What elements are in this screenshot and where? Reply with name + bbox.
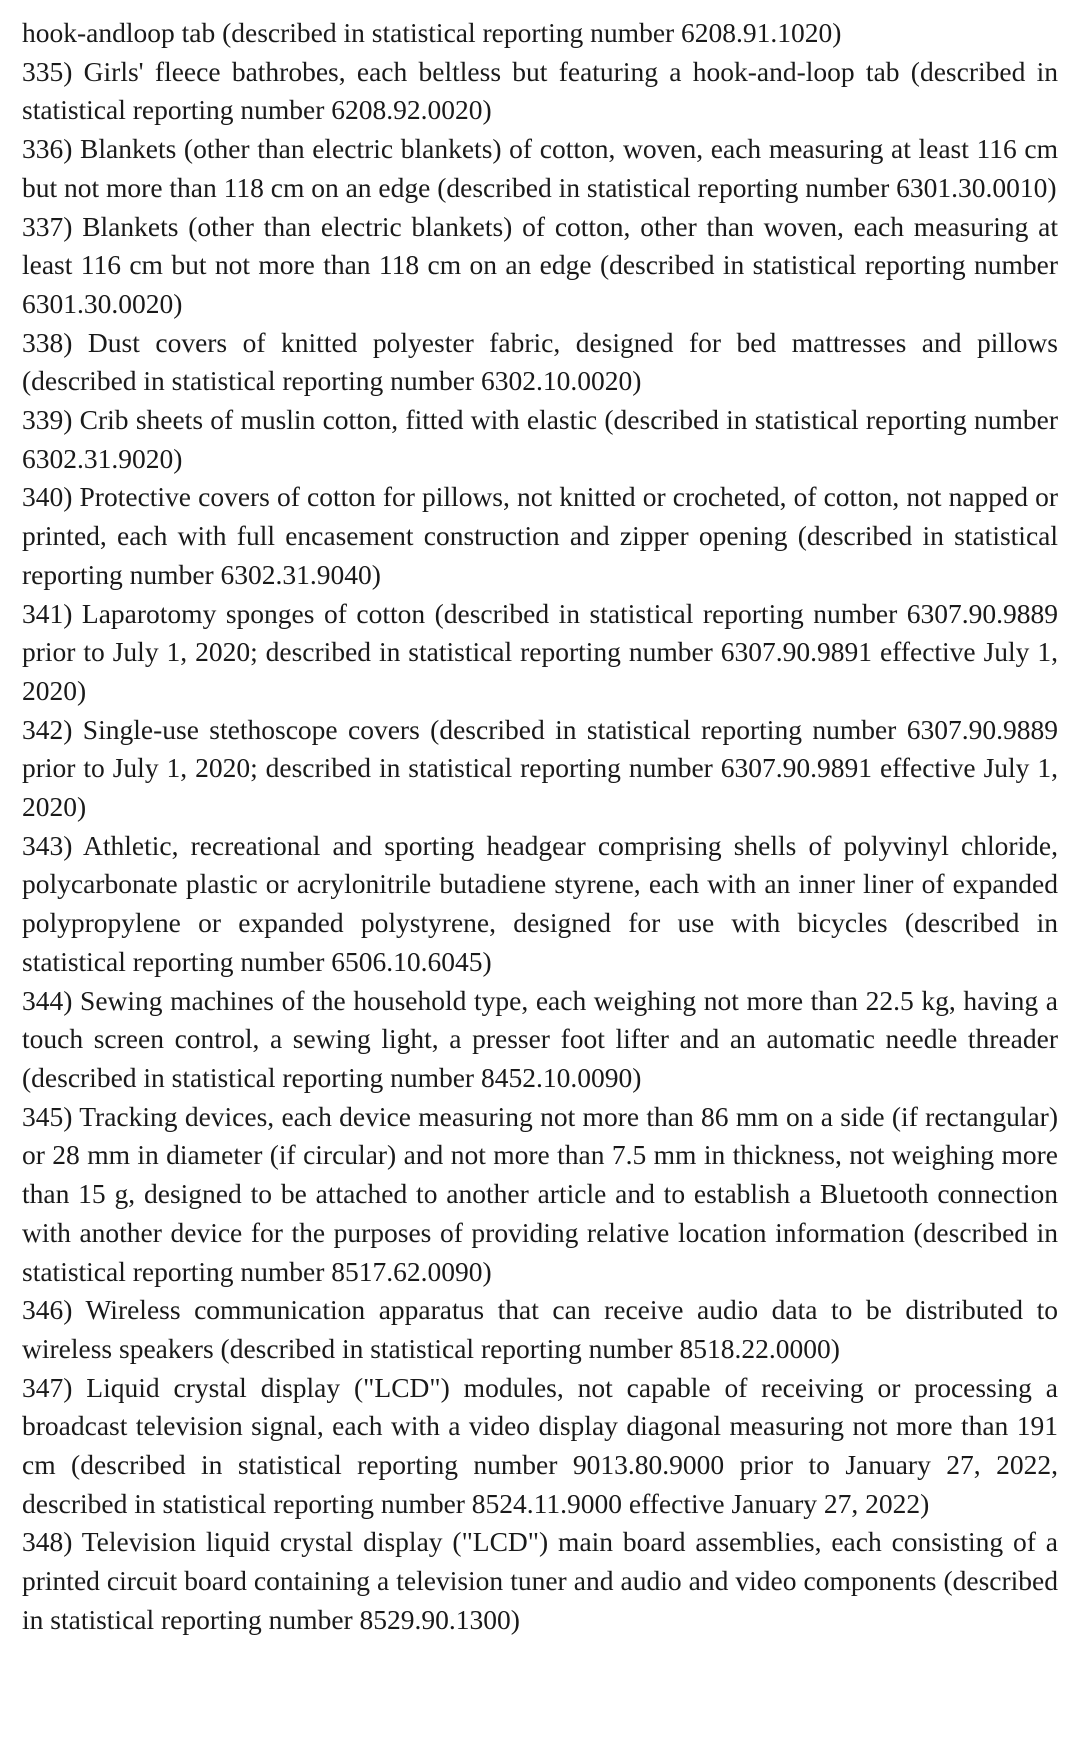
list-item: 346) Wireless communication apparatus that can receive audio data to be distributed to wireless speakers (described in statistical reporting number 8518.22.0000) — [22, 1294, 1058, 1364]
list-item: 336) Blankets (other than electric blankets) of cotton, woven, each measuring at least 116 cm but not more than 118 cm on an edge (described in statistical reporting number 6301.30.0010) — [22, 133, 1058, 203]
list-item: 343) Athletic, recreational and sporting headgear comprising shells of polyvinyl chloride, polycarbonate plastic or acrylonitrile butadiene styrene, each with an inner liner of expanded polypropylene or expanded polystyrene, designed for use with bicycles (described in statistical reporting number 6506.10.6045) — [22, 829, 1058, 977]
list-item: 335) Girls' fleece bathrobes, each beltless but featuring a hook-and-loop tab (described in statistical reporting number 6208.92.0020) — [22, 55, 1058, 126]
list-item: 338) Dust covers of knitted polyester fabric, designed for bed mattresses and pillows (described in statistical reporting number 6302.10.0020) — [22, 326, 1058, 397]
list-item: 340) Protective covers of cotton for pillows, not knitted or crocheted, of cotton, not napped or printed, each with full encasement construction and zipper opening (described in statistical reporting number 6302.31.9040) — [22, 481, 1058, 590]
list-item: 347) Liquid crystal display ("LCD") modules, not capable of receiving or processing a broadcast television signal, each with a video display diagonal measuring not more than 191 cm (described in statistical reporting number 9013.80.9000 prior to January 27, 2022, described in statistical reporting number 8524.11.9000 effective January 27, 2022) — [22, 1371, 1058, 1519]
list-item: 345) Tracking devices, each device measuring not more than 86 mm on a side (if rectangular) or 28 mm in diameter (if circular) and not more than 7.5 mm in thickness, not weighing more than 15 g, designed to be attached to another article and to establish a Bluetooth connection with another device for the purposes of providing relative location information (described in statistical reporting number 8517.62.0090) — [22, 1100, 1058, 1287]
list-item: 348) Television liquid crystal display ("LCD") main board assemblies, each consisting of a printed circuit board containing a television tuner and audio and video components (described in statistical reporting number 8529.90.1300) — [22, 1526, 1058, 1635]
list-item: 339) Crib sheets of muslin cotton, fitted with elastic (described in statistical reporting number 6302.31.9020) — [22, 404, 1058, 474]
document-page — [22, 14, 1058, 1640]
list-item: 337) Blankets (other than electric blankets) of cotton, other than woven, each measuring at least 116 cm but not more than 118 cm on an edge (described in statistical reporting number 6301.30.0020) — [22, 210, 1058, 319]
list-item: 344) Sewing machines of the household type, each weighing not more than 22.5 kg, having a touch screen control, a sewing light, a presser foot lifter and an automatic needle threader (described in statistical reporting number 8452.10.0090) — [22, 984, 1058, 1093]
list-item: 342) Single-use stethoscope covers (described in statistical reporting number 6307.90.9889 prior to July 1, 2020; described in statistical reporting number 6307.90.9891 effective July 1, 2020) — [22, 713, 1058, 823]
list-item: 341) Laparotomy sponges of cotton (described in statistical reporting number 6307.90.9889 prior to July 1, 2020; described in statistical reporting number 6307.90.9891 effective July 1, 2020) — [22, 597, 1058, 706]
continuation-text: hook-andloop tab (described in statistical reporting number 6208.91.1020) — [22, 17, 842, 48]
